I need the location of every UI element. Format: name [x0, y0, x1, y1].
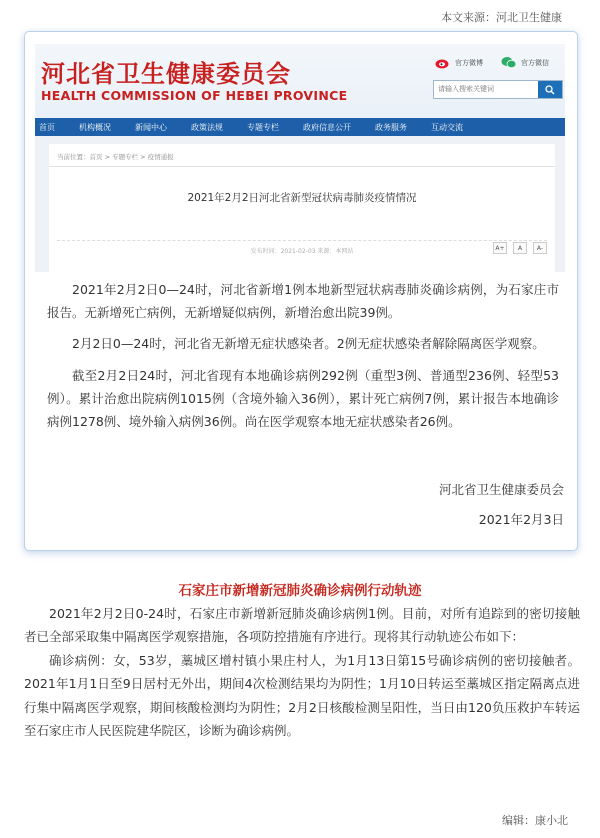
breadcrumb[interactable]: 当前位置：首页 > 专题专栏 > 疫情通报	[57, 153, 174, 161]
weibo-link[interactable]	[435, 56, 483, 69]
font-larger-button[interactable]: A+	[493, 242, 507, 254]
nav-item-topics[interactable]: 专题专栏	[247, 122, 279, 132]
search-input[interactable]: 请输入搜索关键词	[438, 85, 494, 93]
article-meta: 发布时间：2021-02-03 来源：本网站	[250, 248, 354, 255]
divider	[49, 166, 555, 167]
nav-item-news[interactable]: 新闻中心	[135, 122, 167, 132]
search-button[interactable]	[538, 81, 562, 98]
report-paragraph: 2月2日0—24时，河北省无新增无症状感染者。2例无症状感染者解除隔离医学观察。	[72, 336, 545, 352]
site-logo-en: HEALTH COMMISSION OF HEBEI PROVINCE	[41, 88, 348, 103]
site-search[interactable]	[433, 80, 563, 99]
site-header	[35, 44, 565, 118]
nav-item-interaction[interactable]: 互动交流	[431, 122, 463, 132]
nav-item-services[interactable]: 政务服务	[375, 122, 407, 132]
font-smaller-button[interactable]: A-	[533, 242, 547, 254]
nav-item-disclosure[interactable]: 政府信息公开	[303, 122, 351, 132]
section-paragraph: 2021年2月2日0-24时，石家庄市新增新冠肺炎确诊病例1例。目前，对所有追踪到的密切接触者已全部采取集中隔离医学观察措施，各项防控措施有序进行。现将其行动轨迹公布如下：	[24, 606, 580, 645]
section-title: 石家庄市新增新冠肺炎确诊病例行动轨迹	[178, 583, 422, 599]
site-logo-cn[interactable]: 河北省卫生健康委员会	[41, 59, 291, 88]
article-panel	[49, 144, 555, 272]
report-body	[47, 278, 559, 433]
divider	[57, 240, 547, 241]
nav-item-home[interactable]: 首页	[39, 122, 55, 132]
weibo-label: 官方微博	[455, 58, 483, 67]
report-paragraph: 2021年2月2日0—24时，河北省新增1例本地新型冠状病毒肺炎确诊病例，为石家庄市报告。无新增死亡病例，无新增疑似病例，新增治愈出院39例。	[47, 282, 559, 321]
section-body	[24, 602, 580, 742]
wechat-icon	[501, 56, 517, 69]
font-normal-button[interactable]: A	[513, 242, 527, 254]
website-screenshot	[35, 44, 565, 272]
search-icon	[545, 85, 555, 95]
nav-item-policy[interactable]: 政策法规	[191, 122, 223, 132]
report-signature: 河北省卫生健康委员会	[438, 482, 564, 497]
site-nav	[35, 118, 565, 136]
font-size-controls	[493, 242, 547, 254]
source-note: 本文来源：河北卫生健康	[441, 11, 562, 24]
nav-item-about[interactable]: 机构概况	[79, 122, 111, 132]
report-date: 2021年2月3日	[478, 512, 564, 527]
weibo-icon	[435, 56, 451, 69]
editor-credit: 编辑：康小北	[502, 814, 568, 827]
report-card	[24, 31, 578, 551]
wechat-label: 官方微信	[521, 58, 549, 67]
wechat-link[interactable]	[501, 56, 549, 69]
article-title: 2021年2月2日河北省新型冠状病毒肺炎疫情情况	[187, 192, 417, 204]
report-paragraph: 截至2月2日24时，河北省现有本地确诊病例292例（重型3例、普通型236例、轻型53例）。累计治愈出院病例1015例（含境外输入36例），累计死亡病例7例，累计报告本地确诊病例1278例、境外输入病例36例。尚在医学观察本地无症状感染者26例。	[47, 367, 559, 430]
section-paragraph: 确诊病例：女，53岁，藁城区增村镇小果庄村人，为1月13日第15号确诊病例的密切接触者。2021年1月1日至9日居村无外出，期间4次检测结果均为阴性；1月10日转运至藁城区指定隔离点进行集中隔离医学观察，期间核酸检测均为阴性；2月2日核酸检测呈阳性，当日由120负压救护车转运至石家庄市人民医院建华院区，诊断为确诊病例。	[24, 652, 580, 739]
